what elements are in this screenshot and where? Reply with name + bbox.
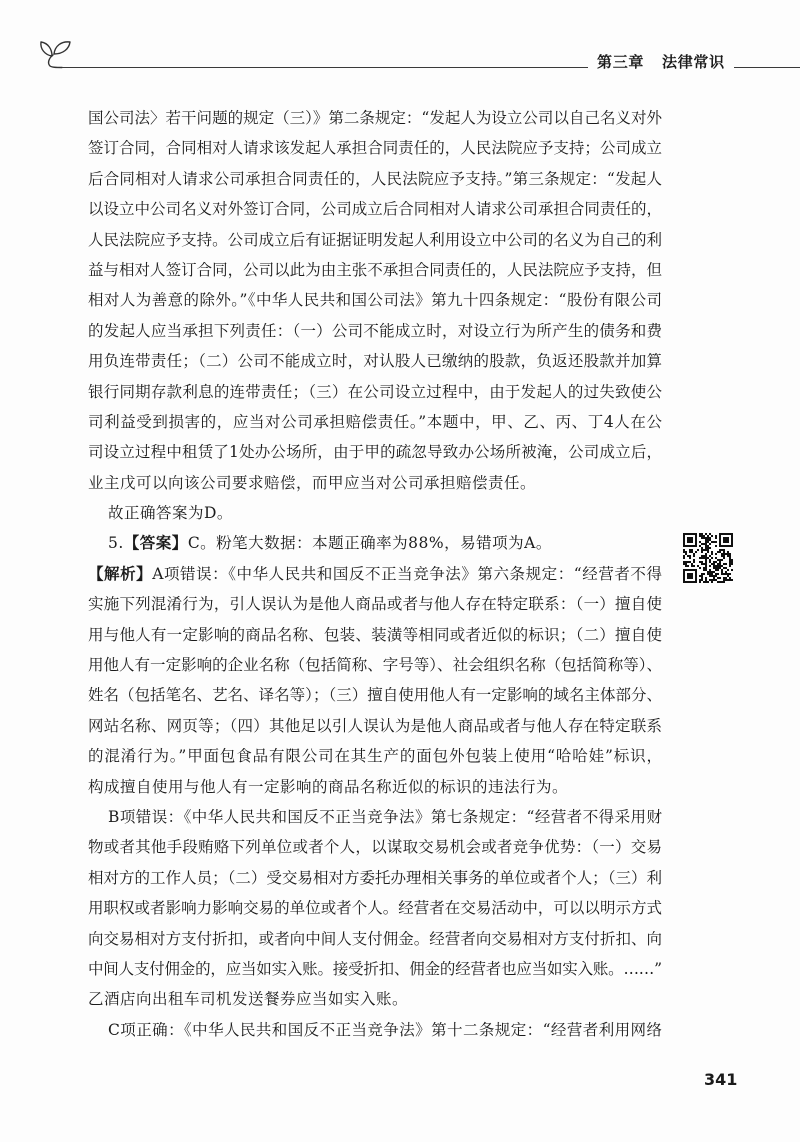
analysis-option-b (88, 802, 662, 1015)
sprout-icon (30, 34, 80, 70)
text-line: 后合同相对人请求公司承担合同责任的，人民法院应予支持。”第三条规定：“发起人 (88, 169, 663, 188)
text-line: 以设立中公司名义对外签订合同，公司成立后合同相对人请求公司承担合同责任的， (88, 200, 663, 219)
text-line: 实施下列混淆行为，引人误认为是他人商品或者与他人存在特定联系：（一）擅自使 (88, 595, 663, 614)
section-label: 法律常识 (662, 53, 725, 71)
body-text (88, 103, 662, 1045)
text-line: 司设立过程中租赁了1处办公场所，由于甲的疏忽导致办公场所被淹，公司成立后， (88, 443, 663, 462)
text-line: 益与相对人签订合同，公司以此为由主张不承担合同责任的，人民法院应予支持，但 (88, 260, 663, 279)
text-line: B项错误：《中华人民共和国反不正当竞争法》第七条规定：“经营者不得采用财 (108, 807, 663, 826)
header-rule-right (734, 67, 800, 68)
text-line: 相对方的工作人员；（二）受交易相对方委托办理相关事务的单位或者个人；（三）利 (88, 868, 662, 887)
answer-label: 【答案】 (123, 533, 188, 553)
text-line: 相对人为善意的除外。”《中华人民共和国公司法》第九十四条规定：“股份有限公司 (88, 291, 663, 310)
text-line: 的发起人应当承担下列责任：（一）公司不能成立时，对设立行为所产生的债务和费 (88, 321, 663, 340)
text-line: 构成擅自使用与他人有一定影响的商品名称近似的标识的违法行为。 (88, 777, 569, 796)
text-line: 司利益受到损害的，应当对公司承担赔偿责任。”本题中，甲、乙、丙、丁4人在公 (88, 412, 663, 431)
text-line: 乙酒店向出租车司机发送餐券应当如实入账。 (88, 990, 409, 1009)
text-line: 姓名（包括笔名、艺名、译名等）；（三）擅自使用他人有一定影响的域名主体部分、 (88, 686, 662, 705)
analysis-text: A项错误：《中华人民共和国反不正当竞争法》第六条规定：“经营者不得 (152, 564, 663, 583)
text-line: 网站名称、网页等；（四）其他足以引人误认为是他人商品或者与他人存在特定联系 (88, 716, 663, 735)
question-number: 5. (108, 534, 124, 553)
qr-code-icon (683, 533, 733, 583)
text-line: 用负连带责任；（二）公司不能成立时，对认股人已缴纳的股款，负返还股款并加算 (88, 352, 663, 371)
text-line: 中间人支付佣金的，应当如实入账。接受折扣、佣金的经营者也应当如实入账。……” (88, 959, 662, 978)
question-5-answer (88, 528, 662, 558)
analysis-label: 【解析】 (88, 563, 153, 583)
text-line: 人民法院应予支持。公司成立后有证据证明发起人利用设立中公司的名义为自己的利 (88, 230, 663, 249)
text-line: 业主戊可以向该公司要求赔偿，而甲应当对公司承担赔偿责任。 (88, 473, 537, 492)
text-line: 物或者其他手段贿赂下列单位或者个人，以谋取交易机会或者竞争优势：（一）交易 (88, 838, 663, 857)
header-rule-left (62, 67, 588, 68)
analysis-option-a (88, 559, 662, 802)
text-line (88, 559, 662, 589)
text-line: 用与他人有一定影响的商品名称、包装、装潢等相同或者近似的标识；（二）擅自使 (88, 625, 663, 644)
text-line: 签订合同，合同相对人请求该发起人承担合同责任的，人民法院应予支持；公司成立 (88, 139, 663, 158)
text-line: 故正确答案为D。 (108, 504, 233, 523)
chapter-label: 第三章 (597, 53, 645, 71)
analysis-option-c (88, 1015, 662, 1045)
text-line: 银行同期存款利息的连带责任；（三）在公司设立过程中，由于发起人的过失致使公 (88, 382, 663, 401)
paragraph-continuation (88, 103, 662, 498)
text-line: 用他人有一定影响的企业名称（包括简称、字号等）、社会组织名称（包括简称等）、 (88, 656, 662, 675)
text-line (108, 528, 662, 558)
text-line: 的混淆行为。”甲面包食品有限公司在其生产的面包外包装上使用“哈哈娃”标识， (88, 747, 663, 766)
page-number: 341 (704, 1070, 738, 1089)
text-line: C项正确：《中华人民共和国反不正当竞争法》第十二条规定：“经营者利用网络 (108, 1020, 663, 1039)
answer-text: C。粉笔大数据：本题正确率为88%，易错项为A。 (187, 534, 552, 553)
text-line: 用职权或者影响力影响交易的单位或者个人。经营者在交易活动中，可以以明示方式 (88, 899, 663, 918)
answer-conclusion (88, 498, 662, 528)
text-line: 向交易相对方支付折扣，或者向中间人支付佣金。经营者向交易相对方支付折扣、向 (88, 929, 663, 948)
text-line: 国公司法〉若干问题的规定（三）》第二条规定：“发起人为设立公司以自己名义对外 (88, 109, 662, 127)
